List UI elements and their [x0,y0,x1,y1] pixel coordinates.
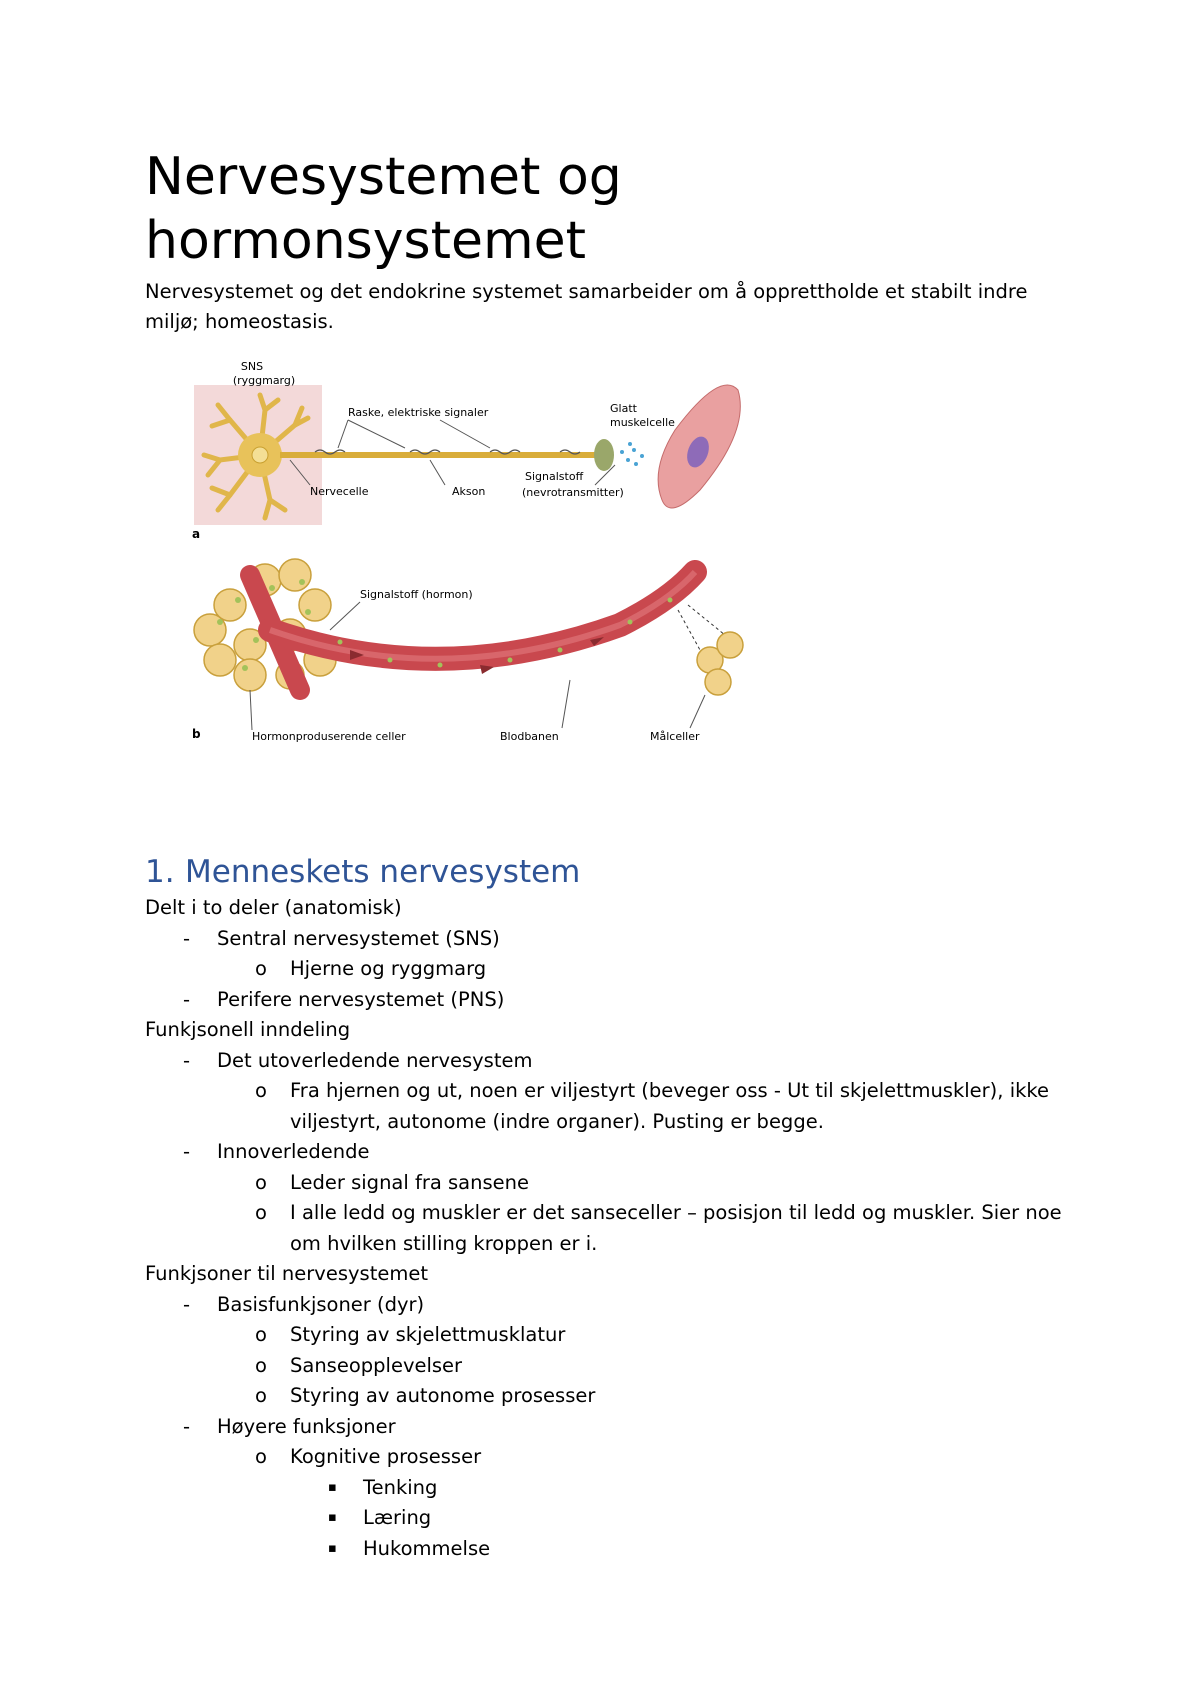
section-heading [145,852,580,892]
bullet-marker: o [255,1384,267,1407]
bullet-marker: o [255,1353,267,1377]
panel-b-label: b [192,727,201,741]
outline-item-text: Fra hjernen og ut, noen er viljestyrt (beveger oss - Ut til skjelettmuskler), ikke [290,1079,1049,1102]
bullet-marker: - [183,1140,191,1163]
outline-item-text: Sentral nervesystemet (SNS) [217,926,500,950]
bullet-marker: - [183,1048,191,1072]
producing-cells-label: Hormonproduserende celler [252,730,406,743]
bullet-marker: o [255,957,267,980]
signals-pointers [338,420,490,448]
outline-item-text: viljestyrt, autonome (indre organer). Pusting er begge. [290,1109,824,1133]
outline-item-text: Innoverledende [217,1140,370,1163]
title-line-1: Nervesystemet og [145,147,622,207]
outline-item [145,954,1095,985]
bullet-marker: o [255,1079,267,1102]
outline-item-text: Kognitive prosesser [290,1445,482,1468]
section-title: Menneskets nervesystem [185,854,581,890]
bullet-marker: - [183,926,191,950]
outline-item [145,1107,1095,1138]
outline-item [145,924,1095,955]
intro-line-2: miljø; homeostasis. [145,310,334,333]
outline-item-text: Basisfunkjsoner (dyr) [217,1292,425,1316]
neuron-label: Nervecelle [310,485,369,498]
outline-item-text: I alle ledd og muskler er det sanseceller – posisjon til ledd og muskler. Sier noe [290,1201,1062,1224]
bullet-marker: - [183,987,191,1011]
outline-item-text: om hvilken stilling kroppen er i. [290,1231,598,1255]
outline-item [145,1381,1095,1412]
outline-item [145,1473,1095,1504]
target-cells [697,632,743,695]
outline-item [145,1046,1095,1077]
outline-item-text: Hjerne og ryggmarg [290,957,487,980]
outline-item [145,1503,1095,1534]
outline-item-text: Hukommelse [363,1536,491,1560]
bullet-marker: ▪ [328,1510,337,1525]
outline-item [145,1320,1095,1351]
outline-item-text: Styring av autonome prosesser [290,1384,596,1407]
section-outline [145,893,1095,1564]
axon-terminal [594,439,614,471]
hormone-pointer [330,602,360,630]
section-number: 1. [145,854,175,890]
outline-item [145,1412,1095,1443]
transmitter-dots [620,442,644,466]
bullet-marker: - [183,1414,191,1438]
panel-a-label: a [192,527,201,541]
outline-item-text: Leder signal fra sansene [290,1170,529,1194]
outline-item [145,985,1095,1016]
bullet-marker: o [255,1201,267,1224]
hormone-label: Signalstoff (hormon) [360,588,473,601]
outline-item [145,1229,1095,1260]
outline-item-text: Delt i to deler (anatomisk) [145,896,402,919]
outline-item [145,893,1095,924]
bullet-marker: - [183,1292,191,1316]
outline-item-text: Perifere nervesystemet (PNS) [217,987,505,1011]
title-line-2: hormonsystemet [145,211,587,271]
outline-item-text: Funkjsonell inndeling [145,1018,351,1041]
outline-item-text: Styring av skjelettmusklatur [290,1323,566,1346]
outline-item [145,1442,1095,1473]
signals-label: Raske, elektriske signaler [348,406,489,419]
outline-item-text: Sanseopplevelser [290,1353,463,1377]
bullet-marker: o [255,1170,267,1194]
outline-item-text: Det utoverledende nervesystem [217,1048,533,1072]
outline-item [145,1290,1095,1321]
document-title [145,145,1045,273]
muscle-label-1: Glatt [610,402,637,415]
outline-item [145,1351,1095,1382]
sns-sublabel: (ryggmarg) [232,374,296,387]
target-cells-label: Målceller [650,730,700,743]
transmitter-label-2: (nevrotransmitter) [522,486,624,499]
intro-line-1: Nervesystemet og det endokrine systemet samarbeider om å opprettholde et stabilt indre [145,280,1028,303]
bloodstream-label: Blodbanen [500,730,559,743]
figure-illustration [190,360,790,750]
axon [280,452,600,458]
bullet-marker: o [255,1323,267,1346]
panel-b-pointers [250,680,705,730]
outline-item-text: Funkjsoner til nervesystemet [145,1262,428,1285]
bullet-marker: ▪ [328,1479,337,1495]
outline-item [145,1015,1095,1046]
outline-item [145,1168,1095,1199]
outline-item-text: Tenking [363,1475,438,1499]
axon-label: Akson [452,485,486,498]
nervous-vs-hormone-figure [190,360,790,750]
intro-paragraph [145,277,1065,337]
outline-item [145,1534,1095,1565]
sns-label: SNS [240,360,264,373]
outline-item-text: Høyere funksjoner [217,1414,396,1438]
transmitter-label-1: Signalstoff [525,470,584,483]
bullet-marker: ▪ [328,1540,337,1556]
bullet-marker: o [255,1445,267,1468]
outline-item [145,1259,1095,1290]
outline-item-text: Læring [363,1506,432,1529]
outline-item [145,1198,1095,1229]
outline-item [145,1076,1095,1107]
neuron-nucleus [252,447,268,463]
muscle-label-2: muskelcelle [610,416,675,429]
outline-item [145,1137,1095,1168]
